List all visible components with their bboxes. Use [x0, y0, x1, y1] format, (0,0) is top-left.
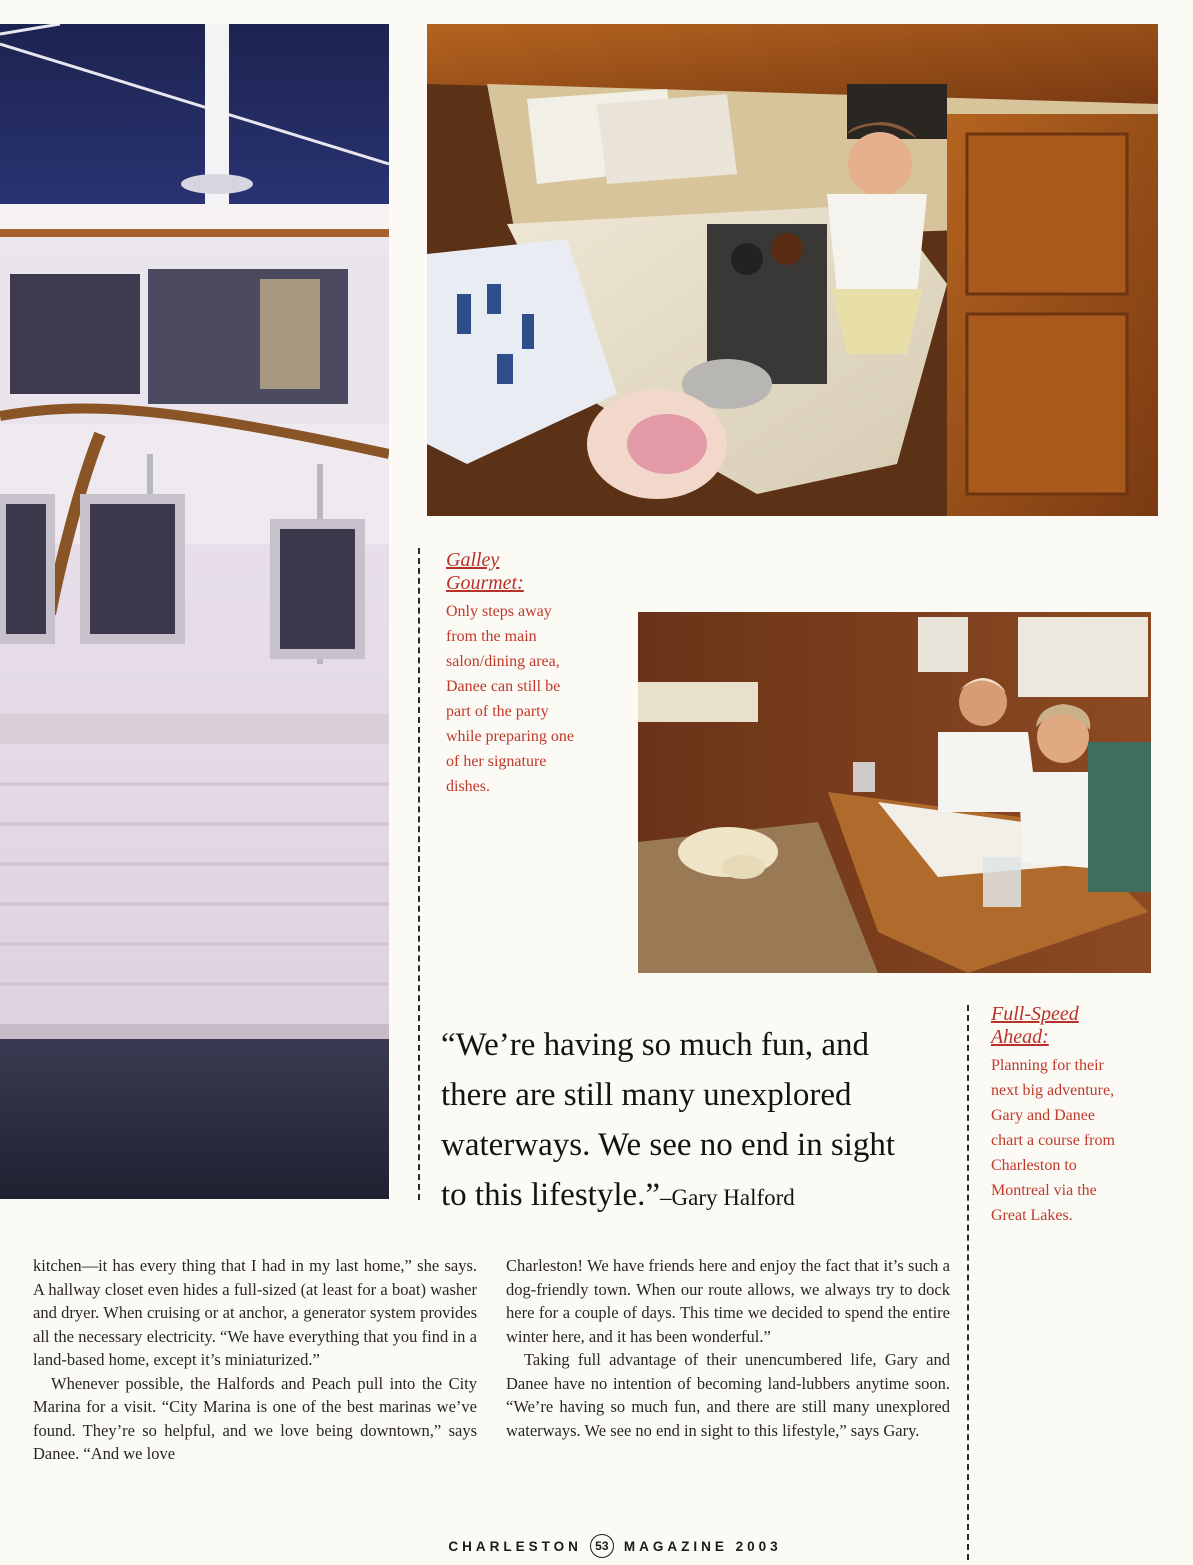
article-column-2: [506, 1254, 950, 1442]
pull-quote: [441, 1020, 941, 1223]
full-speed-caption-line: Planning for their: [991, 1057, 1104, 1074]
footer-magazine-year: MAGAZINE 2003: [623, 1538, 782, 1554]
full-speed-caption-line: chart a course from: [991, 1132, 1115, 1149]
pull-quote-line: waterways. We see no end in sight: [441, 1127, 896, 1163]
galley-caption-title: [446, 549, 621, 595]
article-column-1: [33, 1254, 477, 1466]
article-paragraph: Whenever possible, the Halfords and Peach pull into the City Marina for a visit. “City Marina is one of the best marinas we’ve found. They’re so helpful, and we love being downtown,” says Danee. “And we love: [33, 1373, 477, 1463]
pull-quote-line: “We’re having so much fun, and: [441, 1027, 870, 1063]
full-speed-caption-line: Gary and Danee: [991, 1107, 1095, 1124]
divider-rule: [967, 1005, 969, 1560]
page-footer: [400, 1534, 830, 1558]
full-speed-caption-line: next big adventure,: [991, 1082, 1115, 1099]
galley-caption-line: Danee can still be: [446, 678, 561, 695]
galley-caption-line: while preparing one: [446, 728, 574, 745]
salon-photo: [638, 612, 1151, 973]
footer-magazine-name: CHARLESTON: [448, 1538, 582, 1554]
pull-quote-line: to this lifestyle.”: [441, 1177, 661, 1213]
galley-caption-line: part of the party: [446, 703, 549, 720]
article-paragraph: kitchen—it has every thing that I had in my last home,” she says. A hallway closet even hides a full-sized (at least for a boat) washer and dryer. When cruising or at anchor, a generator system provides all the necessary electricity. “We have everything that you find in a land-based home, except it’s miniaturized.”: [33, 1256, 477, 1369]
full-speed-caption: [991, 1003, 1166, 1228]
boat-exterior-photo: [0, 24, 389, 1199]
full-speed-caption-title-line: Full-Speed: [991, 1003, 1079, 1025]
full-speed-caption-line: Charleston to: [991, 1157, 1077, 1174]
page-number: 53: [590, 1534, 614, 1558]
galley-caption: [446, 549, 621, 799]
galley-caption-title-line: Gourmet:: [446, 572, 524, 594]
full-speed-caption-title: [991, 1003, 1166, 1049]
full-speed-caption-title-line: Ahead:: [991, 1026, 1049, 1048]
galley-caption-text: [446, 599, 621, 799]
galley-caption-line: of her signature: [446, 753, 547, 770]
galley-caption-line: Only steps away: [446, 603, 552, 620]
galley-photo: [427, 24, 1158, 516]
article-paragraph: Taking full advantage of their unencumbered life, Gary and Danee have no intention of becoming land-lubbers anytime soon. “We’re having so much fun, and there are still many unexplored waterways. We see no end in sight to this lifestyle,” says Gary.: [506, 1350, 950, 1440]
full-speed-caption-line: Montreal via the: [991, 1182, 1097, 1199]
galley-caption-line: from the main: [446, 628, 537, 645]
article-paragraph: Charleston! We have friends here and enjoy the fact that it’s such a dog-friendly town. When our route allows, we always try to dock here for a couple of days. This time we decided to spend the entire winter here, and it has been wonderful.”: [506, 1256, 950, 1346]
full-speed-caption-text: [991, 1053, 1166, 1228]
full-speed-caption-line: Great Lakes.: [991, 1207, 1073, 1224]
pull-quote-line: there are still many unexplored: [441, 1077, 852, 1113]
galley-caption-line: dishes.: [446, 778, 490, 795]
divider-rule: [418, 548, 420, 1200]
pull-quote-attribution: –Gary Halford: [660, 1185, 795, 1210]
galley-caption-title-line: Galley: [446, 549, 500, 571]
galley-caption-line: salon/dining area,: [446, 653, 560, 670]
